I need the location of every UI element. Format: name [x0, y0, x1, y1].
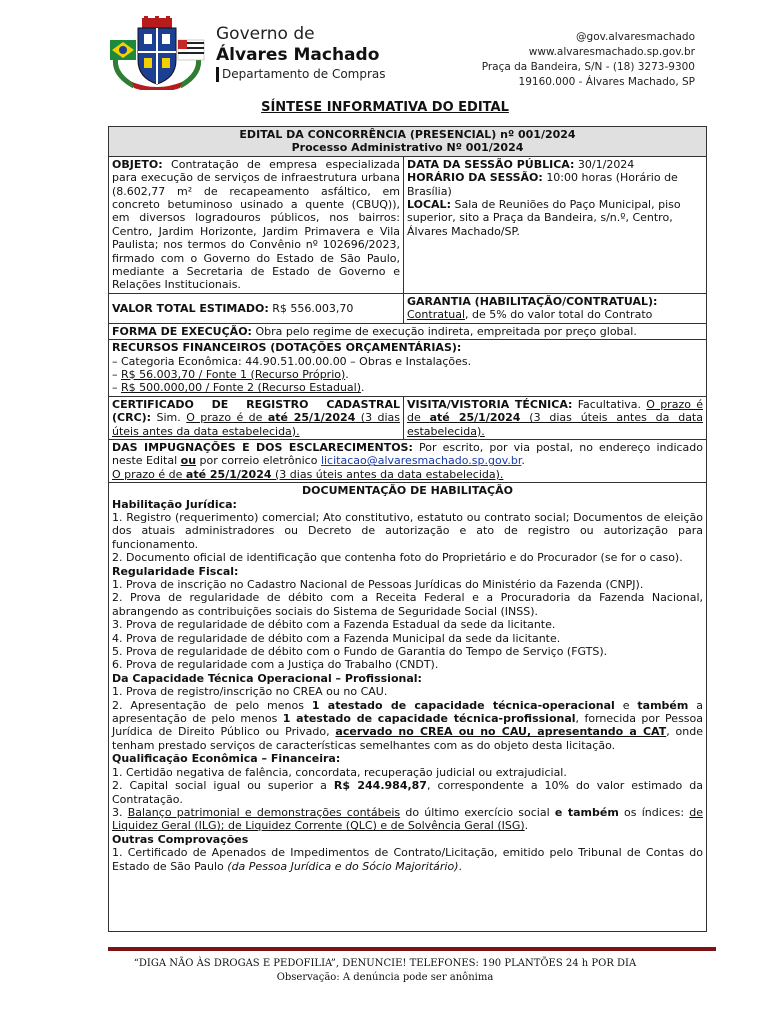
list-item	[112, 779, 703, 806]
outras-1-text-a: 1. Certificado de Apenados de Impedimentos de Contrato/Licitação, emitido pelo Tribunal de Contas do Estado de São Paulo	[112, 846, 703, 873]
footer	[0, 957, 770, 985]
contact-website: www.alvaresmachado.sp.gov.br	[528, 46, 695, 58]
recursos-dot: .	[345, 367, 349, 381]
list-item: 1. Prova de registro/inscrição no CREA ou no CAU.	[112, 685, 388, 699]
impugnacoes-label: DAS IMPUGNAÇÕES E DOS ESCLARECIMENTOS:	[112, 440, 413, 454]
valor-garantia-row	[109, 294, 706, 324]
process-number: Processo Administrativo Nº 001/2024	[291, 141, 524, 155]
cap-2-text-a: 2. Apresentação de pelo menos	[112, 698, 312, 712]
list-item: 2. Prova de regularidade de débito com a Receita Federal e a Procuradoria da Fazenda Nacional, abrangendo as contribuições sociais do Sistema de Seguridade Social (INSS).	[112, 591, 703, 618]
outras-comprovacoes-heading: Outras Comprovações	[112, 832, 249, 846]
qual-3-indices: de Liquidez Geral (ILG); de Liquidez Corrente (QLC) e de Solvência Geral (ISG)	[112, 805, 703, 833]
garantia-label: GARANTIA (HABILITAÇÃO/CONTRATUAL):	[407, 294, 658, 308]
objeto-session-row	[109, 157, 706, 294]
org-line-department: Departamento de Compras	[216, 67, 386, 82]
impugnacoes-deadline-suffix: (3 dias úteis antes da data estabelecida).	[271, 467, 504, 481]
list-item: 2. Documento oficial de identificação que contenha foto do Proprietário e do Procurador (se for o caso).	[112, 551, 683, 565]
contact-postcode: 19160.000 - Álvares Machado, SP	[518, 76, 695, 88]
visita-deadline-prefix: O prazo é de	[407, 397, 703, 425]
session-date-value: 30/1/2024	[577, 157, 635, 171]
document-title: SÍNTESE INFORMATIVA DO EDITAL	[261, 100, 509, 115]
impugnacoes-deadline-prefix: O prazo é de	[112, 467, 186, 481]
impugnacoes-deadline	[112, 468, 703, 481]
forma-label: FORMA DE EXECUÇÃO:	[112, 324, 252, 338]
impugnacoes-text-1: Por escrito, por via postal, no endereço indicado neste Edital	[112, 440, 704, 468]
session-cell	[404, 157, 706, 293]
org-line-government: Governo de	[216, 24, 315, 44]
impugnacoes-row	[109, 440, 706, 483]
documentacao-section	[109, 483, 706, 874]
objeto-cell	[109, 157, 404, 293]
recursos-row	[109, 340, 706, 397]
capacidade-tecnica-heading: Da Capacidade Técnica Operacional – Profissional:	[112, 671, 422, 685]
list-item: 1. Registro (requerimento) comercial; Ato constitutivo, estatuto ou contrato social; Documentos de eleição dos atuais administradores ou Decreto de autorização e ato de registro ou autorização para funcionamento.	[112, 510, 703, 551]
session-place-label: LOCAL:	[407, 198, 451, 212]
qual-3-e-tambem: e também	[554, 805, 619, 819]
contact-social: @gov.alvaresmachado	[576, 31, 695, 43]
qual-3-text-c: do último exercício social	[400, 805, 555, 819]
cap-2-atestado-operacional: 1 atestado de capacidade técnica-operacional	[311, 698, 615, 712]
list-item	[112, 699, 703, 753]
qualificacao-economica-heading: Qualificação Econômica – Financeira:	[112, 752, 341, 766]
list-item: 5. Prova de regularidade de débito com o Fundo de Garantia do Tempo de Serviço (FGTS).	[112, 645, 608, 659]
garantia-type: Contratual	[407, 308, 466, 322]
recursos-item-1: – Categoria Econômica: 44.90.51.00.00.00 – Obras e Instalações.	[112, 354, 472, 368]
footer-observation: Observação: A denúncia pode ser anônima	[276, 972, 494, 983]
list-item: 1. Prova de inscrição no Cadastro Nacional de Pessoas Jurídicas do Ministério da Fazenda (CNPJ).	[112, 578, 644, 591]
session-date-label: DATA DA SESSÃO PÚBLICA:	[407, 157, 575, 171]
impugnacoes-text-2: por correio eletrônico	[196, 454, 321, 468]
crc-sim: Sim.	[156, 411, 181, 425]
recursos-dot: .	[361, 381, 365, 395]
qual-2-capital: R$ 244.984,87	[333, 779, 427, 793]
session-place-value: Sala de Reuniões do Paço Municipal, piso superior, sito a Praça da Bandeira, s/n.º, Centro, Álvares Machado/SP.	[407, 198, 681, 238]
outras-1-text-c: .	[458, 859, 463, 873]
garantia-cell	[404, 294, 706, 323]
recursos-dash: –	[112, 367, 121, 381]
cap-2-acervado: acervado no CREA ou no CAU, apresentando a CAT	[335, 725, 667, 739]
recursos-label: RECURSOS FINANCEIROS (DOTAÇÕES ORÇAMENTÁRIAS):	[112, 341, 462, 355]
edital-header	[109, 127, 706, 157]
list-item: 6. Prova de regularidade com a Justiça do Trabalho (CNDT).	[112, 658, 439, 672]
cap-2-text-g: , fornecida por Pessoa Jurídica de Direito Público ou Privado,	[112, 712, 703, 739]
impugnacoes-ou: ou	[180, 454, 197, 468]
list-item: 4. Prova de regularidade de débito com a Fazenda Municipal da sede da licitante.	[112, 631, 561, 645]
qual-3-text-g: .	[524, 819, 529, 833]
crc-label: CERTIFICADO DE REGISTRO CADASTRAL (CRC):	[112, 397, 400, 425]
edital-summary-table	[108, 126, 707, 932]
outras-1-italic: (da Pessoa Jurídica e do Sócio Majoritário)	[227, 859, 459, 873]
visita-cell	[404, 397, 706, 439]
qual-3-balanco: Balanço patrimonial e demonstrações contábeis	[127, 805, 401, 819]
forma-execucao-row	[109, 324, 706, 340]
qual-3-text-a: 3.	[112, 805, 128, 819]
recursos-dash: –	[112, 381, 121, 395]
recursos-item-2	[112, 368, 703, 381]
impugnacoes-email-link[interactable]: licitacao@alvaresmachado.sp.gov.br	[320, 454, 522, 468]
session-time-label: HORÁRIO DA SESSÃO:	[407, 171, 543, 185]
garantia-text: , de 5% do valor total do Contrato	[465, 308, 653, 322]
visita-label: VISITA/VISTORIA TÉCNICA:	[407, 397, 573, 411]
organization-name	[216, 24, 386, 82]
cap-2-text-e: a apresentação de pelo menos	[112, 698, 703, 726]
letterhead	[0, 0, 770, 100]
valor-label: VALOR TOTAL ESTIMADO:	[112, 301, 269, 315]
recursos-fonte-2: R$ 500.000,00 / Fonte 2 (Recurso Estadual)	[121, 381, 362, 395]
cap-2-atestado-profissional: 1 atestado de capacidade técnica-profissional	[282, 712, 576, 726]
visita-deadline-date: até 25/1/2024	[429, 411, 521, 425]
qual-2-text-c: , correspondente a 10% do valor estimado da Contratação.	[112, 779, 704, 806]
municipal-coat-of-arms-logo	[108, 16, 206, 90]
crc-cell	[109, 397, 404, 439]
recursos-item-3	[112, 381, 703, 394]
list-item	[112, 806, 703, 833]
impugnacoes-deadline-date: até 25/1/2024	[185, 467, 272, 481]
objeto-text: Contratação de empresa especializada para execução de serviços de infraestrutura urbana (8.602,77 m² de recapeamento asfáltico, em concreto betuminoso usinado a quente (CBUQ)), em diversos logradouros públicos, nos bairros: Centro, Jardim Horizonte, Jardim Primavera e Vila Paulista; nos termos do Convênio nº 102696/2023, firmado com o Governo do Estado de São Paulo, mediante a Secretaria de Estado de Governo e Relações Institucionais.	[112, 157, 400, 292]
contact-address: Praça da Bandeira, S/N - (18) 3273-9300	[481, 61, 695, 73]
cap-2-text-c: e	[614, 698, 638, 712]
cap-2-tambem: também	[637, 698, 689, 712]
forma-value: Obra pelo regime de execução indireta, empreitada por preço global.	[255, 324, 637, 338]
edital-number: EDITAL DA CONCORRÊNCIA (PRESENCIAL) nº 001/2024	[239, 128, 576, 141]
list-item	[112, 846, 703, 873]
impugnacoes-text-3: .	[521, 454, 525, 468]
session-time-value: 10:00 horas (Horário de Brasília)	[407, 171, 678, 198]
crc-visita-row	[109, 397, 706, 440]
crc-deadline	[112, 411, 400, 437]
crc-deadline-date: até 25/1/2024	[267, 411, 356, 425]
footer-rule	[108, 947, 716, 951]
cap-2-text-i: , onde tenham prestado serviços de características semelhantes com as do objeto desta licitação.	[112, 725, 703, 752]
list-item: 1. Certidão negativa de falência, concordata, recuperação judicial ou extrajudicial.	[112, 765, 567, 779]
crc-deadline-prefix: O prazo é de	[186, 411, 268, 425]
footer-campaign-text: “DIGA NÃO ÀS DROGAS E PEDOFILIA”, DENUNCIE! TELEFONES: 190 PLANTÕES 24 h POR DIA	[133, 958, 637, 969]
habilitacao-juridica-heading: Habilitação Jurídica:	[112, 497, 237, 511]
contact-info	[482, 30, 695, 90]
qual-3-text-e: os índices:	[618, 805, 690, 819]
valor-cell	[109, 294, 404, 323]
org-line-municipality: Álvares Machado	[216, 45, 380, 65]
qual-2-text-a: 2. Capital social igual ou superior a	[112, 779, 334, 793]
objeto-label: OBJETO:	[112, 157, 163, 171]
visita-value: Facultativa.	[577, 397, 642, 411]
visita-deadline-suffix: (3 dias úteis antes da data estabelecida).	[407, 411, 703, 438]
valor-value: R$ 556.003,70	[272, 301, 354, 315]
list-item: 3. Prova de regularidade de débito com a Fazenda Estadual da sede da licitante.	[112, 618, 556, 632]
documentacao-heading: DOCUMENTAÇÃO DE HABILITAÇÃO	[302, 484, 513, 498]
regularidade-fiscal-heading: Regularidade Fiscal:	[112, 564, 239, 578]
recursos-fonte-1: R$ 56.003,70 / Fonte 1 (Recurso Próprio)	[121, 367, 346, 381]
crc-deadline-suffix: (3 dias úteis antes da data estabelecida).	[112, 411, 401, 438]
